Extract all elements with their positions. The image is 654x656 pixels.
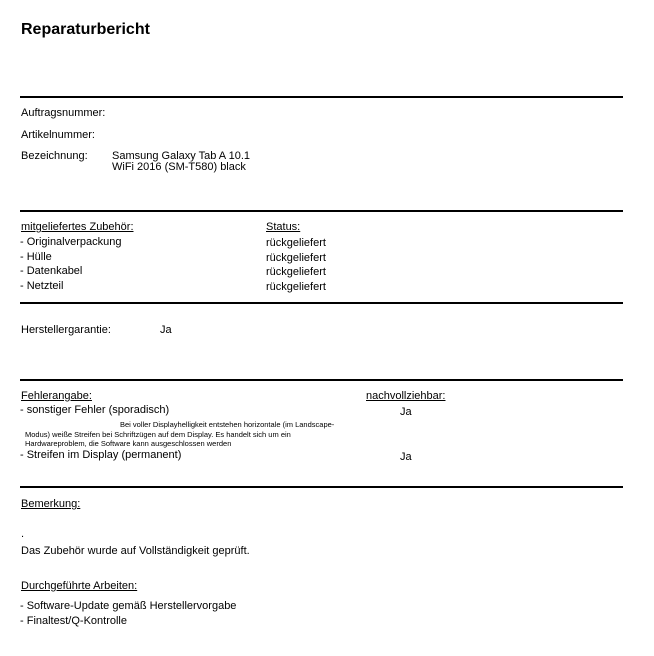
zubehoer-header: mitgeliefertes Zubehör: [21, 221, 134, 233]
status-header: Status: [266, 221, 301, 233]
zubehoer-item: - Originalverpackung [20, 236, 122, 248]
divider-fehler [20, 379, 623, 381]
fehler-description-line: Hardwareproblem, die Software kann ausgeschlossen werden [25, 439, 232, 448]
nachvollziehbar-header: nachvollziehbar: [366, 390, 446, 402]
bemerkung-header: Bemerkung: [21, 498, 81, 510]
fehler-item: - Streifen im Display (permanent) [20, 449, 182, 461]
divider-top [20, 96, 623, 98]
garantie-value: Ja [160, 324, 172, 336]
bezeichnung-label: Bezeichnung: [21, 150, 88, 162]
arbeiten-item: - Software-Update gemäß Herstellervorgabe [20, 600, 237, 612]
fehler-description-line: Bei voller Displayhelligkeit entstehen horizontale (im Landscape- [120, 420, 335, 429]
fehler-header: Fehlerangabe: [21, 390, 92, 402]
fehler-description-line: Modus) weiße Streifen bei Schriftzügen auf dem Display. Es handelt sich um ein [25, 430, 291, 439]
zubehoer-item-status: rückgeliefert [266, 237, 326, 249]
divider-zubehoer [20, 210, 623, 212]
fehler-item-nachvollziehbar: Ja [400, 451, 412, 463]
auftragsnummer-label: Auftragsnummer: [21, 107, 106, 119]
garantie-label: Herstellergarantie: [21, 324, 111, 336]
zubehoer-item-status: rückgeliefert [266, 266, 326, 278]
zubehoer-item-status: rückgeliefert [266, 252, 326, 264]
zubehoer-item: - Netzteil [20, 280, 64, 292]
bemerkung-line: . [21, 528, 25, 540]
zubehoer-item: - Hülle [20, 251, 52, 263]
arbeiten-header: Durchgeführte Arbeiten: [21, 580, 138, 592]
arbeiten-item: - Finaltest/Q-Kontrolle [20, 615, 127, 627]
bezeichnung-value-line1: Samsung Galaxy Tab A 10.1 [112, 150, 250, 162]
zubehoer-item-status: rückgeliefert [266, 281, 326, 293]
zubehoer-item: - Datenkabel [20, 265, 83, 277]
bezeichnung-value-line2: WiFi 2016 (SM-T580) black [112, 161, 246, 173]
report-title: Reparaturbericht [21, 21, 150, 38]
bemerkung-line: Das Zubehör wurde auf Vollständigkeit geprüft. [21, 545, 250, 557]
artikelnummer-label: Artikelnummer: [21, 129, 95, 141]
fehler-item: - sonstiger Fehler (sporadisch) [20, 404, 170, 416]
divider-garantie [20, 302, 623, 304]
fehler-item-nachvollziehbar: Ja [400, 406, 412, 418]
divider-bemerkung [20, 486, 623, 488]
